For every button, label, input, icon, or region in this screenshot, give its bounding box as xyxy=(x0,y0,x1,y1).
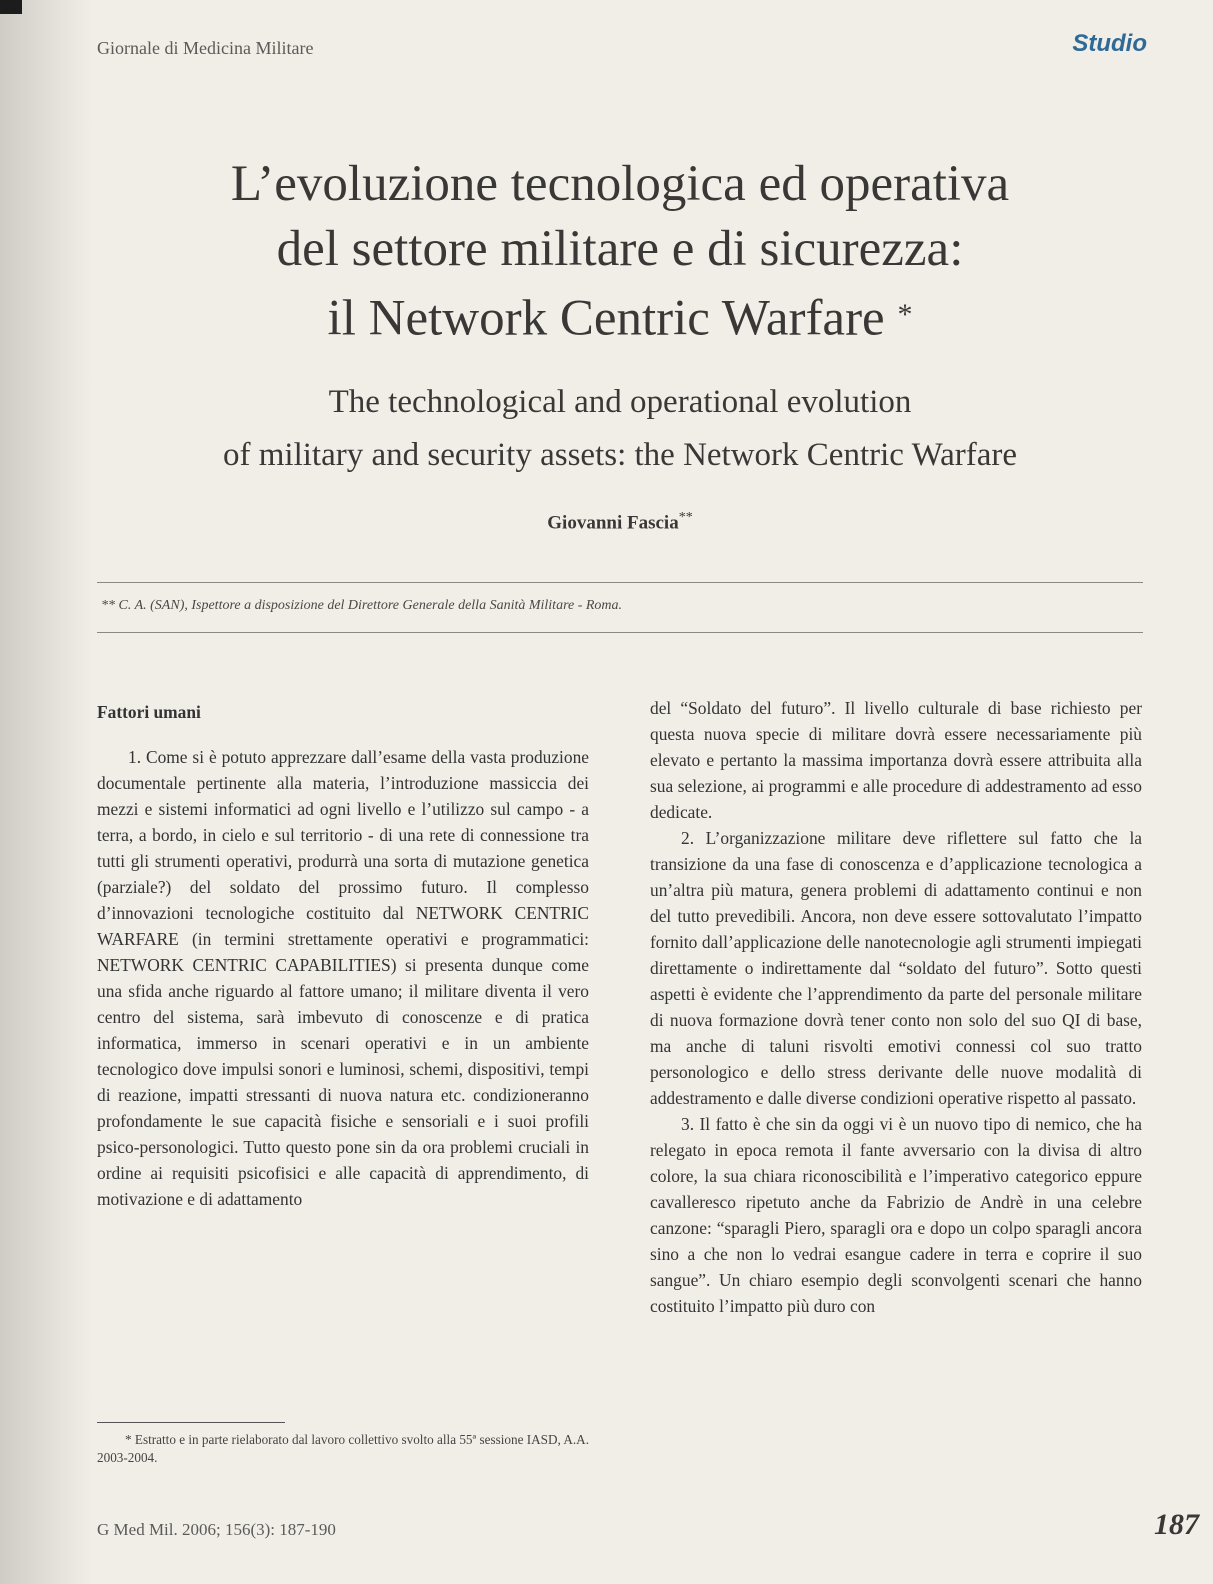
article-title xyxy=(150,152,1090,352)
title-footnote-marker: * xyxy=(897,298,913,331)
right-column xyxy=(650,695,1142,1319)
subtitle-line-1: The technological and operational evolution xyxy=(328,384,912,420)
author-affiliation: ** C. A. (SAN), Ispettore a disposizione del Direttore Generale della Sanità Militare - Roma. xyxy=(101,598,623,613)
author-marker: ** xyxy=(678,510,693,525)
paragraph-1-continued: del “Soldato del futuro”. Il livello culturale di base richiesto per questa nuova specie di militare dovrà essere necessariamente più elevato e pertanto la massima importanza dovrà essere attribuita alla sua selezione, ai programmi e alle procedure di addestramento ad esso dedicate. xyxy=(650,698,1142,822)
journal-running-head: Giornale di Medicina Militare xyxy=(97,38,314,58)
journal-citation: G Med Mil. 2006; 156(3): 187-190 xyxy=(97,1520,336,1539)
section-heading: Fattori umani xyxy=(97,702,201,722)
paragraph-1: 1. Come si è potuto apprezzare dall’esame della vasta produzione documentale pertinente alla materia, l’introduzione massiccia dei mezzi e sistemi informatici ad ogni livello e l’utilizzo sul campo - a terra, a bordo, in cielo e sul territorio - di una rete di connessione tra tutti gli strumenti operativi, produrrà una sorta di mutazione genetica (parziale?) del soldato del prossimo futuro. Il complesso d’innovazioni tecnologiche costituito dal NETWORK CENTRIC WARFARE (in termini strettamente operativi e programmatici: NETWORK CENTRIC CAPABILITIES) si presenta dunque come una sfida anche riguardo al fattore umano; il militare diventa il vero centro del sistema, sarà imbevuto di conoscenze e di pratica informatica, immerso in scenari operativi e in un ambiente tecnologico dove impulsi sonori e luminosi, schemi, dispositivi, tempi di reazione, impatti stressanti di nuova natura etc. condizioneranno profondamente le sue capacità fisiche e sensoriali e i suoi profili psico-personologici. Tutto questo pone sin da ora problemi cruciali in ordine ai requisiti psicofisici e alle capacità di apprendimento, di motivazione e di adattamento xyxy=(97,747,589,1209)
paragraph-3: 3. Il fatto è che sin da oggi vi è un nuovo tipo di nemico, che ha relegato in epoca remota il fante avversario con la divisa di altro colore, la sua chiara riconoscibilità e l’imperativo categorico eppure cavalleresco ripetuto anche da Fabrizio de Andrè in una celebre canzone: “sparagli Piero, sparagli ora e dopo un colpo sparagli ancora sino a che non lo vedrai esangue cadere in terra e coprire il suo sangue”. Un chiaro esempio degli sconvolgenti scenari che hanno costituito l’impatto più duro con xyxy=(650,1114,1142,1316)
page-number: 187 xyxy=(1154,1508,1199,1541)
author-name: Giovanni Fascia xyxy=(547,512,679,534)
footnote-text: * Estratto e in parte rielaborato dal lavoro collettivo svolto alla 55ª sessione IASD, A.A. 2003-2004. xyxy=(97,1432,589,1465)
bottom-rule xyxy=(97,632,1143,633)
scan-corner-mark xyxy=(0,0,22,14)
author xyxy=(150,510,1090,534)
page-gutter-shadow xyxy=(0,0,92,1584)
title-line-2: del settore militare e di sicurezza: xyxy=(276,221,964,277)
subtitle-line-2: of military and security assets: the Network Centric Warfare xyxy=(223,437,1017,473)
footnote-rule xyxy=(97,1422,285,1423)
title-line-3 xyxy=(150,282,1090,352)
left-column xyxy=(97,699,589,1212)
top-rule xyxy=(97,582,1143,583)
paragraph-2: 2. L’organizzazione militare deve riflettere sul fatto che la transizione da una fase di conoscenza e d’applicazione tecnologica a un’altra più matura, genera problemi di adattamento continui e non del tutto prevedibili. Ancora, non deve essere sottovalutato l’impatto fornito dall’applicazione delle nanotecnologie agli strumenti impiegati direttamente o indirettamente dal “soldato del futuro”. Sotto questi aspetti è evidente che l’apprendimento da parte del personale militare di nuova formazione dovrà tener conto non solo del suo QI di base, ma anche di taluni risvolti emotivi connessi col suo tratto personologico e dello stress derivante delle nuove modalità di addestramento e dalle diverse condizioni operative rispetto al passato. xyxy=(650,828,1142,1108)
title-line-3-text: il Network Centric Warfare xyxy=(327,290,885,347)
footnote xyxy=(97,1431,589,1467)
section-tag: Studio xyxy=(1072,30,1147,57)
title-line-1: L’evoluzione tecnologica ed operativa xyxy=(230,156,1010,212)
article-subtitle xyxy=(150,376,1090,482)
